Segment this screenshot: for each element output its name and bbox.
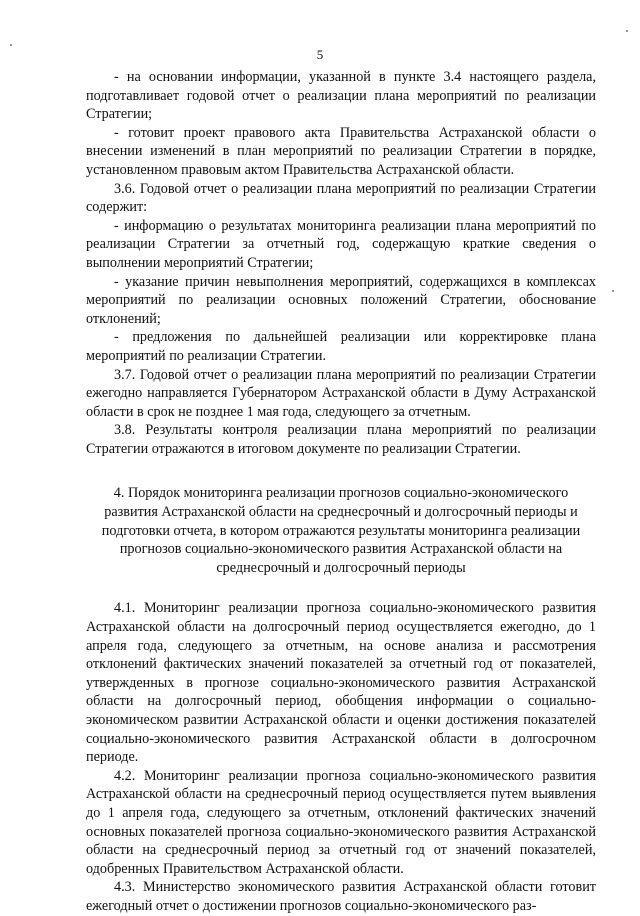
paragraph: 4.3. Министерство экономического развития Астраханской области готовит ежегодный отчет о достижении прогнозов социально-экономического раз- — [86, 879, 596, 914]
paragraph: - готовит проект правового акта Правительства Астраханской области о внесении изменений в план мероприятий по реализации Стратегии в порядке, установленном правовым актом Правительства Астраханской области. — [86, 124, 596, 178]
scan-speck — [612, 290, 614, 292]
paragraph: - указание причин невыполнения мероприятий, содержащихся в комплексах мероприятий по реализации основных положений Стратегии, обоснование отклонений; — [86, 273, 596, 327]
scan-speck — [10, 44, 12, 46]
section-heading: 4. Порядок мониторинга реализации прогнозов социально-экономического развития Астраханской области на среднесрочный и долгосрочный периоды и подготовки отчета, в котором отражаются результаты мониторинга реализации прогнозов социально-экономического развития Астраханской области на среднесрочный и долгосрочный периоды — [101, 485, 581, 576]
paragraph: - на основании информации, указанной в пункте 3.4 настоящего раздела, подготавливает годовой отчет о реализации плана мероприятий по реализации Стратегии; — [86, 69, 596, 123]
paragraph: 3.8. Результаты контроля реализации плана мероприятий по реализации Стратегии отражаются в итоговом документе по реализации Стратегии. — [86, 422, 596, 457]
paragraph: 4.2. Мониторинг реализации прогноза социально-экономического развития Астраханской области на среднесрочный период осуществляется путем выявления до 1 апреля года, следующего за отчетным, отклонений фактических значений основных показателей прогноза социально-экономического развития Астраханской области на среднесрочный период за отчетный год от значений показателей, одобренных Правительством Астраханской области. — [86, 767, 596, 877]
paragraph: 3.7. Годовой отчет о реализации плана мероприятий по реализации Стратегии ежегодно направляется Губернатором Астраханской области в Думу Астраханской области в срок не позднее 1 мая года, следующего за отчетным. — [86, 366, 596, 420]
paragraph: - предложения по дальнейшей реализации или корректировке плана мероприятий по реализации Стратегии. — [86, 329, 596, 364]
document-body — [86, 68, 596, 916]
spacer — [86, 577, 596, 599]
paragraph: 3.6. Годовой отчет о реализации плана мероприятий по реализации Стратегии содержит: — [86, 180, 596, 216]
paragraph: - информацию о результатах мониторинга реализации плана мероприятий по реализации Стратегии за отчетный год, содержащую краткие сведения о выполнении мероприятий Стратегии; — [86, 217, 596, 271]
paragraph: 4.1. Мониторинг реализации прогноза социально-экономического развития Астраханской области на долгосрочный период осуществляется ежегодно, до 1 апреля года, следующего за отчетным, на основе анализа и рассмотрения отклонений фактических значений показателей за отчетный год от показателей, утвержденных в прогнозе социально-экономического развития Астраханской области на долгосрочный период, обобщения информации о социально-экономическом развитии Астраханской области и оценки достижения показателей социально-экономического развития Астраханской области в долгосрочном периоде. — [86, 600, 596, 766]
scan-speck — [626, 30, 628, 32]
page-number: 5 — [316, 47, 324, 62]
